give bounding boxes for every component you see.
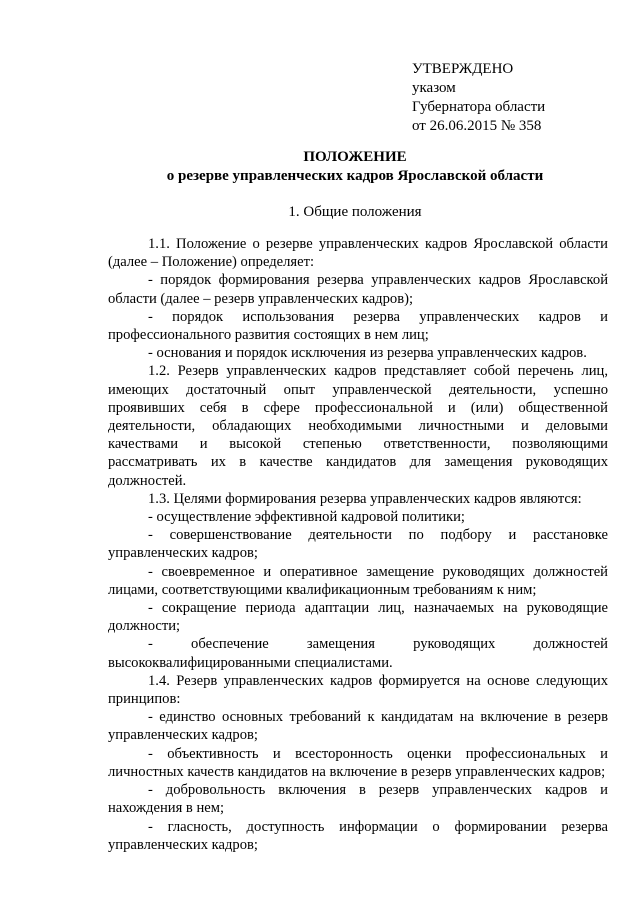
title-main: ПОЛОЖЕНИЕ bbox=[303, 149, 407, 165]
paragraph: - осуществление эффективной кадровой политики; bbox=[148, 509, 465, 526]
paragraph: - обеспечение замещения руководящих должностей высококвалифицированными специалистами. bbox=[108, 636, 608, 671]
paragraph: - единство основных требований к кандидатам на включение в резерв управленческих кадров; bbox=[108, 709, 608, 744]
paragraph: 1.4. Резерв управленческих кадров формируется на основе следующих принципов: bbox=[108, 672, 608, 708]
paragraph: - своевременное и оперативное замещение руководящих должностей лицами, соответствующими квалификационным требованиям к ним; bbox=[108, 563, 608, 598]
paragraph: 1.3. Целями формирования резерва управленческих кадров являются: bbox=[148, 490, 582, 507]
approval-line: УТВЕРЖДЕНО bbox=[412, 61, 514, 77]
paragraph: - гласность, доступность информации о формировании резерва управленческих кадров; bbox=[108, 818, 608, 853]
approval-line: от 26.06.2015 № 358 bbox=[412, 118, 542, 134]
paragraph: 1.2. Резерв управленческих кадров представляет собой перечень лиц, имеющих достаточный опыт управленческой деятельности, успешно проявивших себя в сфере профессиональной и (или) общественной деятельности, обладающих необходимыми личностными и деловыми качествами и высокой степенью ответственности, позволяющими рассматривать их в качестве кандидатов для замещения руководящих должностей. bbox=[108, 363, 608, 489]
paragraph: - сокращение периода адаптации лиц, назначаемых на руководящие должности; bbox=[108, 600, 608, 635]
title-subtitle: о резерве управленческих кадров Ярославской области bbox=[166, 168, 544, 184]
paragraph: - объективность и всесторонность оценки профессиональных и личностных качеств кандидатов на включение в резерв управленческих кадров; bbox=[108, 745, 608, 780]
paragraph: - совершенствование деятельности по подбору и расстановке управленческих кадров; bbox=[108, 527, 608, 562]
document-title bbox=[0, 148, 640, 185]
paragraph: 1.1. Положение о резерве управленческих кадров Ярославской области (далее – Положение) определяет: bbox=[108, 236, 608, 271]
approval-line: указом bbox=[412, 80, 456, 96]
approval-line: Губернатора области bbox=[412, 99, 546, 115]
paragraph: - основания и порядок исключения из резерва управленческих кадров. bbox=[148, 345, 587, 362]
approval-stamp bbox=[412, 60, 632, 136]
paragraph: - добровольность включения в резерв управленческих кадров и нахождения в нем; bbox=[108, 782, 608, 817]
paragraph: - порядок использования резерва управленческих кадров и профессионального развития состоящих в нем лиц; bbox=[108, 308, 608, 344]
document-body bbox=[108, 235, 608, 854]
paragraph: - порядок формирования резерва управленческих кадров Ярославской области (далее – резерв управленческих кадров); bbox=[108, 272, 608, 307]
section-heading: 1. Общие положения bbox=[288, 204, 422, 220]
